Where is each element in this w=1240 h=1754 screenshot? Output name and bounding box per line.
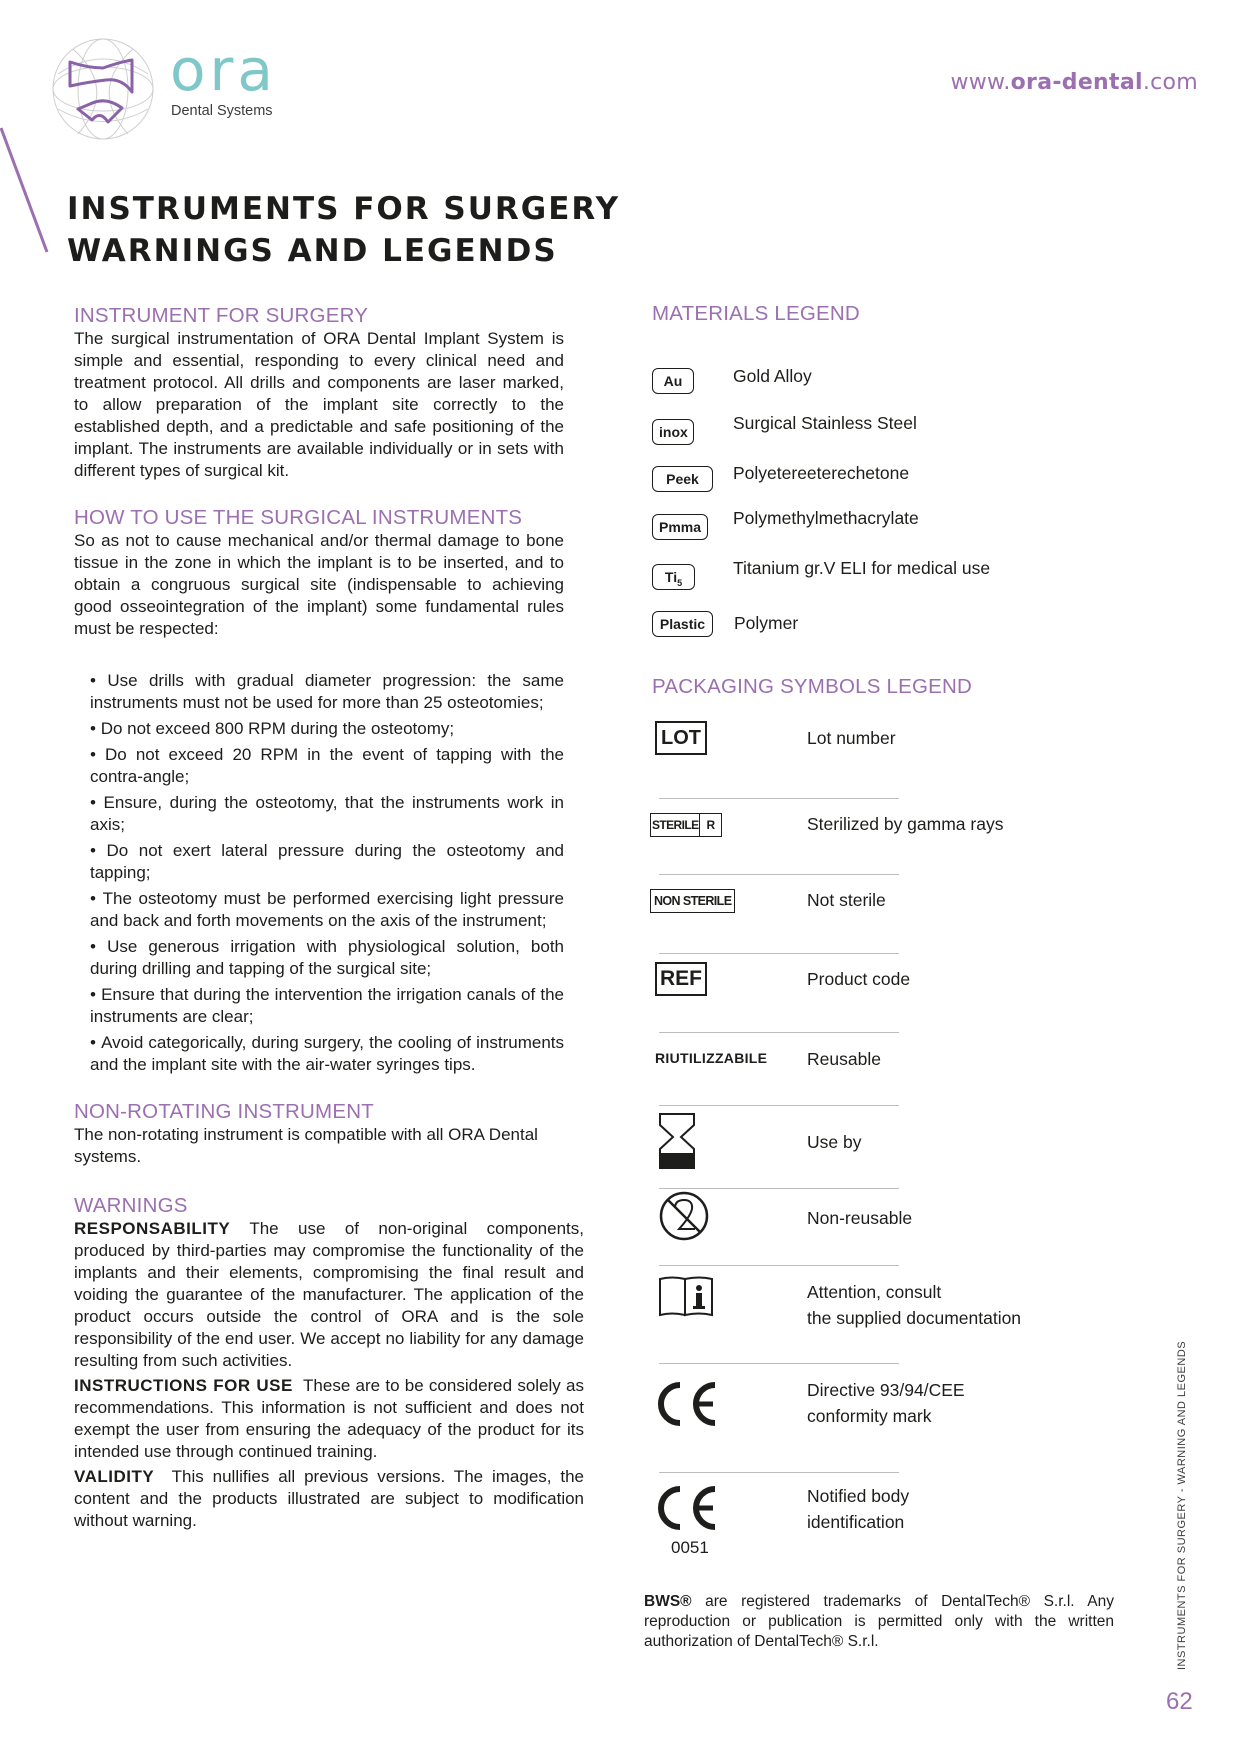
- material-code: Ti: [664, 569, 678, 585]
- packaging-label: Lot number: [807, 728, 896, 748]
- material-row: [652, 458, 1122, 506]
- packaging-row: [652, 952, 1122, 1022]
- list-item: • Use drills with gradual diameter progression: the same instruments must not be used for more than 25 osteotomies;: [90, 670, 564, 714]
- warning-responsability: [74, 1218, 584, 1372]
- packaging-label: [807, 1483, 909, 1535]
- consult-instructions-icon: [659, 1275, 713, 1322]
- list-item: • Ensure, during the osteotomy, that the instruments work in axis;: [90, 792, 564, 836]
- packaging-row: [652, 1111, 1122, 1191]
- section-warnings: [74, 1194, 584, 1532]
- packaging-legend-heading: PACKAGING SYMBOLS LEGEND: [652, 675, 972, 698]
- material-label: Polymethylmethacrylate: [733, 508, 919, 528]
- label-line: Directive 93/94/CEE: [807, 1380, 965, 1400]
- packaging-row: [652, 877, 1122, 947]
- section-text: The surgical instrumentation of ORA Dental Implant System is simple and essential, responding to every clinical need and treatment protocol. All drills and components are laser marked, to allow preparation of the implant site correctly to the established depth, and a predictable and safe positioning of the implant. The instruments are available individually or in sets with different types of surgical kit.: [74, 329, 564, 480]
- page-title-line2: WARNINGS AND LEGENDS: [67, 233, 558, 269]
- website-link[interactable]: [950, 70, 1198, 95]
- material-row: [652, 606, 1122, 653]
- non-sterile-icon: NON STERILE: [650, 889, 735, 913]
- lot-icon: LOT: [655, 721, 707, 755]
- packaging-row: [652, 1367, 1122, 1477]
- packaging-label: Reusable: [807, 1049, 881, 1069]
- material-row: [652, 364, 1122, 411]
- page-number: 62: [1166, 1688, 1193, 1715]
- list-item: • Do not exceed 800 RPM during the osteotomy;: [90, 718, 564, 740]
- list-item: • Use generous irrigation with physiological solution, both during drilling and tapping of the surgical site;: [90, 936, 564, 980]
- material-label: Surgical Stainless Steel: [733, 413, 917, 433]
- trademark-text: are registered trademarks of DentalTech® S.r.l. Any reproduction or publication is permitted only with the written authorization of DentalTech® S.r.l.: [644, 1593, 1114, 1650]
- material-label: Polyetereeterechetone: [733, 463, 910, 483]
- materials-legend-heading: MATERIALS LEGEND: [652, 302, 860, 325]
- section-intro: So as not to cause mechanical and/or thermal damage to bone tissue in the zone in which the implant is to be inserted, and to obtain a congruous surgical site (indispensable to achieving good osseointegration of the implant) some fundamental rules must be respected:: [74, 531, 564, 638]
- warning-text: The use of non-original components, produced by third-parties may compromise the functionality of the implants and their elements, compromising the final result and voiding the guarantee of the manufacturer. The application of the product occurs outside the control of ORA and is the sole responsibility of the end user. We accept no liability for any damage resulting from such activities.: [74, 1219, 584, 1370]
- label-line: Attention, consult: [807, 1282, 942, 1302]
- ce-notified-body-icon: [656, 1485, 718, 1558]
- warning-text: These are to be considered solely as recommendations. This information is not sufficient and does not exempt the user from ensuring the adequacy of the product for its intended use through continued training.: [74, 1376, 584, 1461]
- packaging-label: [807, 1377, 965, 1429]
- sterile-r-icon: [650, 813, 722, 837]
- material-code-badge: inox: [652, 419, 694, 445]
- packaging-label: Product code: [807, 969, 911, 989]
- packaging-row: [652, 1034, 1122, 1104]
- material-label: Titanium gr.V ELI for medical use: [733, 558, 991, 578]
- material-label: Polymer: [734, 613, 799, 633]
- materials-list: [652, 364, 1122, 653]
- ref-icon: REF: [655, 962, 707, 996]
- page-title: [67, 188, 620, 272]
- right-column: [652, 302, 1122, 1599]
- section-how-to-use: [74, 506, 564, 1076]
- material-row: [652, 556, 1122, 606]
- label-line: Notified body: [807, 1486, 910, 1506]
- sterile-text: STERILE: [652, 818, 699, 832]
- separator: [659, 1265, 899, 1266]
- section-heading: WARNINGS: [74, 1194, 188, 1217]
- website-brand: ora-dental: [1010, 70, 1143, 95]
- material-code-badge: [652, 564, 695, 590]
- packaging-label: Non-reusable: [807, 1208, 913, 1228]
- separator: [659, 1105, 899, 1106]
- packaging-label: Sterilized by gamma rays: [807, 814, 1004, 834]
- material-code-badge: Au: [652, 368, 694, 394]
- section-heading: NON-ROTATING INSTRUMENT: [74, 1100, 374, 1123]
- logo-subtitle: Dental Systems: [171, 103, 273, 119]
- packaging-row: [652, 799, 1122, 869]
- reusable-text-icon: RIUTILIZZABILE: [655, 1050, 768, 1066]
- material-code-badge: Peek: [652, 466, 713, 492]
- material-code-badge: Pmma: [652, 514, 708, 540]
- material-code-badge: Plastic: [652, 611, 713, 637]
- section-text: The non-rotating instrument is compatible with all ORA Dental systems.: [74, 1125, 538, 1166]
- packaging-label: Not sterile: [807, 890, 886, 910]
- logo-wordmark: ora: [170, 36, 277, 104]
- list-item: • Do not exert lateral pressure during the osteotomy and tapping;: [90, 840, 564, 884]
- material-code-subscript: 5: [677, 577, 683, 588]
- warning-title: RESPONSABILITY: [74, 1219, 231, 1238]
- section-non-rotating: [74, 1100, 564, 1168]
- hourglass-icon: [659, 1113, 695, 1174]
- list-item: • Do not exceed 20 RPM in the event of tapping with the contra-angle;: [90, 744, 564, 788]
- warning-title: VALIDITY: [74, 1467, 155, 1486]
- website-suffix: .com: [1142, 70, 1198, 95]
- warning-title: INSTRUCTIONS FOR USE: [74, 1376, 293, 1395]
- section-heading: HOW TO USE THE SURGICAL INSTRUMENTS: [74, 506, 523, 529]
- side-caption-text: INSTRUMENTS FOR SURGERY - WARNING AND LEGENDS: [1176, 1340, 1188, 1670]
- trademark-note: [644, 1592, 1114, 1652]
- section-heading: INSTRUMENT FOR SURGERY: [74, 304, 369, 327]
- warning-instructions: [74, 1375, 584, 1463]
- notified-body-number: 0051: [671, 1538, 709, 1557]
- packaging-row: [652, 1189, 1122, 1269]
- separator: [659, 1363, 899, 1364]
- material-label: Gold Alloy: [733, 366, 812, 386]
- side-caption: [1176, 1340, 1196, 1670]
- warning-text: This nullifies all previous versions. The images, the content and the products illustrated are subject to modification without warning.: [74, 1467, 585, 1530]
- label-line: conformity mark: [807, 1406, 932, 1426]
- separator: [659, 874, 899, 875]
- packaging-label: [807, 1279, 1021, 1331]
- list-item: • Ensure that during the intervention the irrigation canals of the instruments are clear;: [90, 984, 564, 1028]
- rules-list: [74, 670, 564, 1076]
- left-column: [74, 304, 585, 1535]
- decorative-diagonal-line: [0, 120, 60, 260]
- label-line: the supplied documentation: [807, 1308, 1022, 1328]
- list-item: • Avoid categorically, during surgery, the cooling of instruments and the implant site with the air-water syringes tips.: [90, 1032, 564, 1076]
- separator: [659, 1032, 899, 1033]
- page-title-line1: INSTRUMENTS FOR SURGERY: [67, 191, 621, 227]
- label-line: identification: [807, 1512, 905, 1532]
- trademark-brand: BWS®: [644, 1593, 692, 1610]
- packaging-label: Use by: [807, 1132, 862, 1152]
- warning-validity: [74, 1466, 584, 1532]
- list-item: • The osteotomy must be performed exercising light pressure and back and forth movements on the axis of the instrument;: [90, 888, 564, 932]
- logo-emblem-icon: [48, 34, 158, 144]
- no-reuse-icon: [659, 1191, 709, 1246]
- packaging-row: [652, 1267, 1122, 1367]
- packaging-row: [652, 1471, 1122, 1581]
- sterile-method: R: [699, 814, 721, 836]
- material-row: [652, 411, 1122, 458]
- website-prefix: www.: [950, 70, 1011, 95]
- packaging-list: [652, 699, 1122, 1599]
- ce-mark-icon: [656, 1381, 718, 1432]
- material-row: [652, 506, 1122, 556]
- section-instrument-for-surgery: [74, 304, 564, 482]
- packaging-row: [652, 713, 1122, 783]
